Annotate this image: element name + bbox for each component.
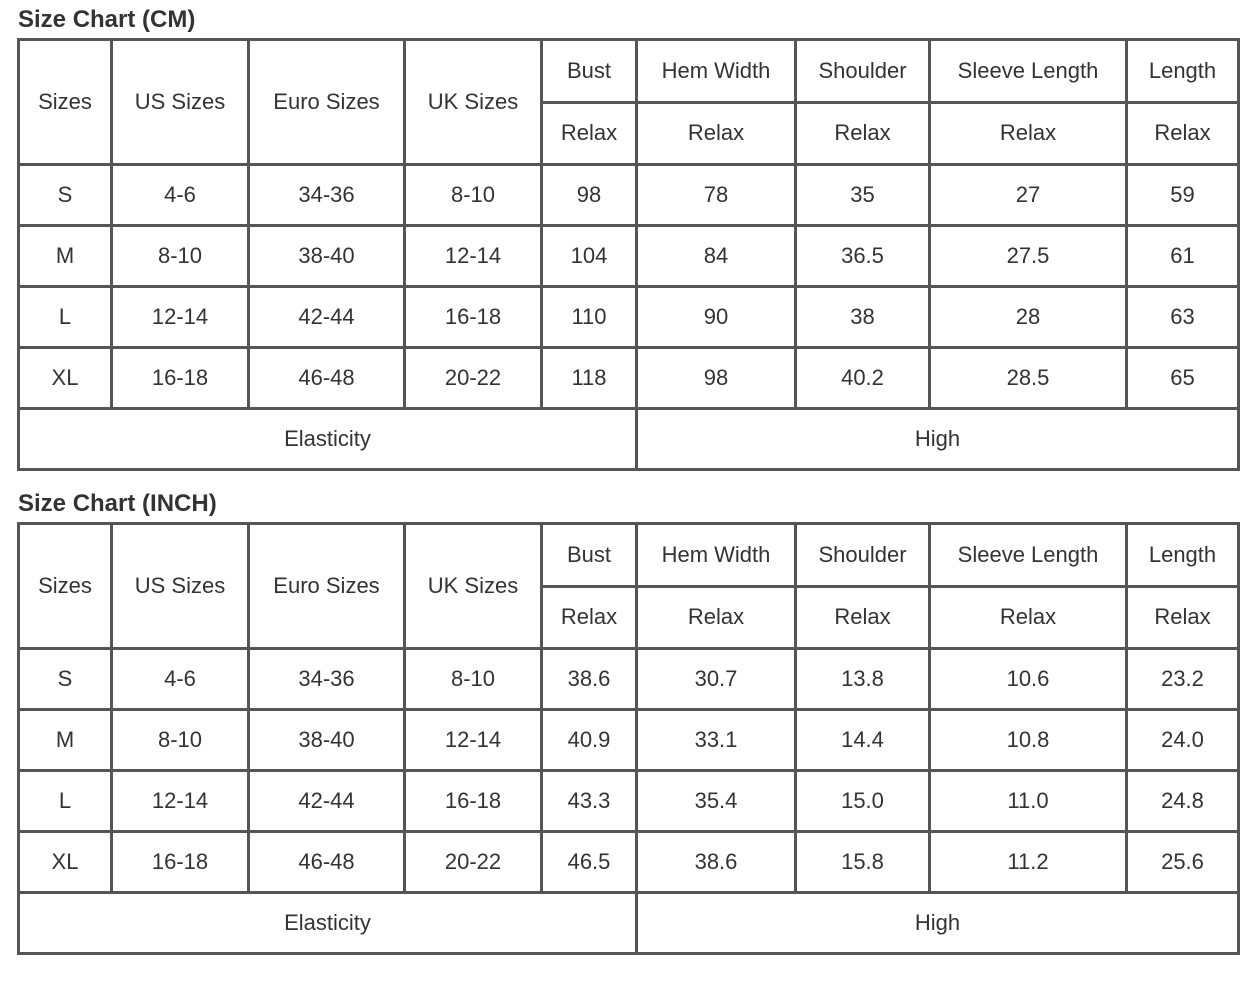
table-row: [19, 710, 1239, 771]
cell-us: 8-10: [112, 226, 249, 287]
cell-shoulder: 35: [796, 165, 930, 226]
cell-sleeve-length: 27: [930, 165, 1127, 226]
table-row: [19, 649, 1239, 710]
cell-sleeve-length: 10.8: [930, 710, 1127, 771]
fit-bust: Relax: [542, 586, 637, 649]
cell-length: 23.2: [1127, 649, 1239, 710]
cell-size: L: [19, 771, 112, 832]
header-euro-sizes: Euro Sizes: [249, 40, 405, 165]
cell-length: 25.6: [1127, 832, 1239, 893]
header-us-sizes: US Sizes: [112, 40, 249, 165]
header-us-sizes: US Sizes: [112, 524, 249, 649]
cell-bust: 98: [542, 165, 637, 226]
cell-sleeve-length: 27.5: [930, 226, 1127, 287]
cell-bust: 46.5: [542, 832, 637, 893]
header-hem-width: Hem Width: [637, 524, 796, 587]
cell-size: S: [19, 165, 112, 226]
cell-size: XL: [19, 348, 112, 409]
cell-euro: 42-44: [249, 771, 405, 832]
cell-us: 4-6: [112, 649, 249, 710]
chart-title: Size Chart (CM): [18, 6, 196, 33]
header-row: [19, 40, 1239, 103]
cell-size: M: [19, 226, 112, 287]
header-hem-width: Hem Width: [637, 40, 796, 103]
cell-sleeve-length: 28.5: [930, 348, 1127, 409]
cell-length: 24.0: [1127, 710, 1239, 771]
cell-shoulder: 38: [796, 287, 930, 348]
cell-sleeve-length: 10.6: [930, 649, 1127, 710]
cell-euro: 46-48: [249, 832, 405, 893]
cell-size: XL: [19, 832, 112, 893]
cell-hem-width: 33.1: [637, 710, 796, 771]
cell-bust: 118: [542, 348, 637, 409]
fit-length: Relax: [1127, 586, 1239, 649]
cell-us: 12-14: [112, 287, 249, 348]
cell-length: 63: [1127, 287, 1239, 348]
header-sleeve-length: Sleeve Length: [930, 524, 1127, 587]
cell-length: 59: [1127, 165, 1239, 226]
table-row: [19, 287, 1239, 348]
cell-uk: 20-22: [405, 348, 542, 409]
table-row: [19, 771, 1239, 832]
fit-shoulder: Relax: [796, 586, 930, 649]
cell-us: 8-10: [112, 710, 249, 771]
size-chart-inch: [17, 484, 1237, 955]
header-uk-sizes: UK Sizes: [405, 524, 542, 649]
cell-sleeve-length: 11.2: [930, 832, 1127, 893]
fit-sleeve-length: Relax: [930, 102, 1127, 165]
cell-uk: 16-18: [405, 287, 542, 348]
cell-uk: 8-10: [405, 165, 542, 226]
fit-hem-width: Relax: [637, 102, 796, 165]
fit-shoulder: Relax: [796, 102, 930, 165]
cell-size: L: [19, 287, 112, 348]
cell-sleeve-length: 11.0: [930, 771, 1127, 832]
header-shoulder: Shoulder: [796, 524, 930, 587]
cell-euro: 34-36: [249, 649, 405, 710]
cell-hem-width: 78: [637, 165, 796, 226]
cell-size: S: [19, 649, 112, 710]
cell-shoulder: 36.5: [796, 226, 930, 287]
cell-us: 16-18: [112, 832, 249, 893]
cell-hem-width: 84: [637, 226, 796, 287]
cell-us: 12-14: [112, 771, 249, 832]
cell-shoulder: 15.8: [796, 832, 930, 893]
elasticity-value: High: [637, 893, 1239, 954]
header-row: [19, 524, 1239, 587]
elasticity-row: [19, 409, 1239, 470]
chart-title: Size Chart (INCH): [18, 490, 217, 517]
cell-shoulder: 15.0: [796, 771, 930, 832]
cell-euro: 38-40: [249, 710, 405, 771]
fit-length: Relax: [1127, 102, 1239, 165]
elasticity-value: High: [637, 409, 1239, 470]
table-row: [19, 832, 1239, 893]
cell-hem-width: 98: [637, 348, 796, 409]
cell-shoulder: 40.2: [796, 348, 930, 409]
cell-shoulder: 13.8: [796, 649, 930, 710]
cell-sleeve-length: 28: [930, 287, 1127, 348]
fit-hem-width: Relax: [637, 586, 796, 649]
header-euro-sizes: Euro Sizes: [249, 524, 405, 649]
fit-sleeve-length: Relax: [930, 586, 1127, 649]
cell-us: 16-18: [112, 348, 249, 409]
cell-bust: 104: [542, 226, 637, 287]
elasticity-row: [19, 893, 1239, 954]
cell-uk: 8-10: [405, 649, 542, 710]
table-row: [19, 165, 1239, 226]
cell-uk: 12-14: [405, 226, 542, 287]
cell-uk: 12-14: [405, 710, 542, 771]
cell-hem-width: 38.6: [637, 832, 796, 893]
cell-euro: 42-44: [249, 287, 405, 348]
header-sizes: Sizes: [19, 524, 112, 649]
cell-euro: 46-48: [249, 348, 405, 409]
table-row: [19, 348, 1239, 409]
header-sizes: Sizes: [19, 40, 112, 165]
cell-bust: 38.6: [542, 649, 637, 710]
header-bust: Bust: [542, 40, 637, 103]
header-shoulder: Shoulder: [796, 40, 930, 103]
cell-us: 4-6: [112, 165, 249, 226]
cell-hem-width: 35.4: [637, 771, 796, 832]
header-sleeve-length: Sleeve Length: [930, 40, 1127, 103]
cell-euro: 34-36: [249, 165, 405, 226]
cell-hem-width: 90: [637, 287, 796, 348]
cell-hem-width: 30.7: [637, 649, 796, 710]
elasticity-label: Elasticity: [19, 409, 637, 470]
cell-uk: 16-18: [405, 771, 542, 832]
table-row: [19, 226, 1239, 287]
cell-bust: 110: [542, 287, 637, 348]
fit-bust: Relax: [542, 102, 637, 165]
size-table-inch: [17, 522, 1240, 955]
cell-bust: 40.9: [542, 710, 637, 771]
cell-length: 61: [1127, 226, 1239, 287]
cell-uk: 20-22: [405, 832, 542, 893]
header-length: Length: [1127, 40, 1239, 103]
header-bust: Bust: [542, 524, 637, 587]
cell-length: 24.8: [1127, 771, 1239, 832]
elasticity-label: Elasticity: [19, 893, 637, 954]
header-uk-sizes: UK Sizes: [405, 40, 542, 165]
cell-length: 65: [1127, 348, 1239, 409]
cell-shoulder: 14.4: [796, 710, 930, 771]
cell-bust: 43.3: [542, 771, 637, 832]
header-length: Length: [1127, 524, 1239, 587]
cell-size: M: [19, 710, 112, 771]
size-chart-cm: [17, 0, 1237, 471]
size-table-cm: [17, 38, 1240, 471]
cell-euro: 38-40: [249, 226, 405, 287]
